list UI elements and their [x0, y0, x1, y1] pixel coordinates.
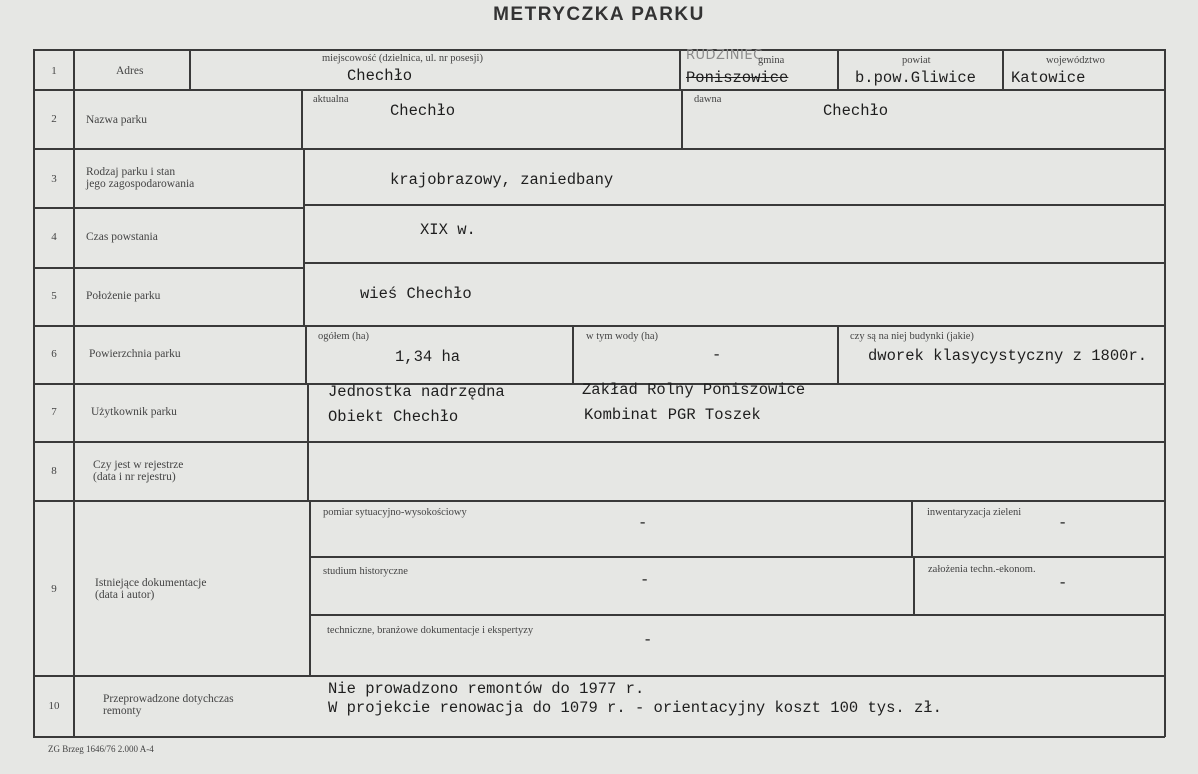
row-number-7: 7 — [51, 406, 57, 418]
polozenie-value: wieś Chechło — [360, 285, 472, 303]
dawna-label: dawna — [694, 94, 722, 105]
row-number-6: 6 — [51, 348, 57, 360]
pomiar-label: pomiar sytuacyjno-wysokościowy — [323, 507, 467, 518]
ogolem-value: 1,34 ha — [395, 348, 461, 366]
page-title: METRYCZKA PARKU — [493, 4, 705, 25]
row-label-polozenie: Położenie parku — [86, 290, 161, 302]
techniczne-value: - — [643, 631, 653, 649]
powiat-value: b.pow.Gliwice — [855, 69, 976, 87]
uzytkownik-line1-left: Jednostka nadrzędna — [328, 383, 505, 401]
miejscowosc-label: miejscowość (dzielnica, ul. nr posesji) — [322, 53, 483, 64]
wojewodztwo-label: województwo — [1046, 55, 1105, 66]
wojewodztwo-value: Katowice — [1011, 69, 1086, 87]
uzytkownik-line2-left: Obiekt Chechło — [328, 408, 459, 426]
gmina-handwritten: RUDZINIEC — [686, 48, 763, 63]
studium-label: studium historyczne — [323, 566, 408, 577]
dawna-value: Chechło — [823, 102, 889, 120]
techniczne-label: techniczne, branżowe dokumentacje i ekspertyzy — [327, 625, 534, 636]
remonty-line1: Nie prowadzono remontów do 1977 r. — [328, 680, 645, 698]
row-number-1: 1 — [51, 65, 57, 77]
row-number-4: 4 — [51, 231, 57, 243]
row-number-5: 5 — [51, 290, 57, 302]
budynki-label: czy są na niej budynki (jakie) — [850, 331, 974, 342]
rodzaj-value: krajobrazowy, zaniedbany — [390, 171, 614, 189]
row-number-8: 8 — [51, 465, 57, 477]
row-label-adres: Adres — [116, 65, 144, 77]
ogolem-label: ogółem (ha) — [318, 331, 370, 342]
wody-value: - — [712, 346, 722, 364]
inwentaryzacja-label: inwentaryzacja zieleni — [927, 507, 1022, 518]
row-label-nazwa: Nazwa parku — [86, 114, 147, 126]
miejscowosc-value: Chechło — [347, 67, 413, 85]
row-label-powierzchnia: Powierzchnia parku — [89, 348, 181, 360]
czas-value: XIX w. — [420, 221, 476, 239]
row-number-2: 2 — [51, 113, 57, 125]
uzytkownik-line1-right: Zakład Rolny Poniszowice — [582, 381, 806, 399]
budynki-value: dworek klasycystyczny z 1800r. — [868, 347, 1148, 365]
gmina-label: gmina — [758, 55, 785, 66]
remonty-line2: W projekcie renowacja do 1079 r. - orientacyjny koszt 100 tys. zł. — [328, 699, 942, 717]
row-number-9: 9 — [51, 583, 57, 595]
row-label-czas: Czas powstania — [86, 231, 158, 243]
row-label-rejestr: Czy jest w rejestrze (data i nr rejestru) — [93, 459, 184, 483]
zalozenia-label: założenia techn.-ekonom. — [928, 564, 1036, 575]
row-label-rodzaj: Rodzaj parku i stan jego zagospodarowania — [86, 166, 195, 190]
row-label-uzytkownik: Użytkownik parku — [91, 406, 177, 418]
row-label-dokumentacje: Istniejące dokumentacje (data i autor) — [95, 577, 207, 601]
powiat-label: powiat — [902, 55, 931, 66]
aktualna-label: aktualna — [313, 94, 349, 105]
wody-label: w tym wody (ha) — [586, 331, 659, 342]
zalozenia-value: - — [1058, 574, 1068, 592]
pomiar-value: - — [638, 514, 648, 532]
aktualna-value: Chechło — [390, 102, 456, 120]
row-number-3: 3 — [51, 173, 57, 185]
print-footer: ZG Brzeg 1646/76 2.000 A-4 — [48, 744, 154, 754]
row-number-10: 10 — [48, 700, 60, 712]
gmina-value: Poniszowice — [686, 69, 789, 87]
studium-value: - — [640, 571, 650, 589]
uzytkownik-line2-right: Kombinat PGR Toszek — [584, 406, 761, 424]
inwentaryzacja-value: - — [1058, 514, 1068, 532]
row-label-remonty: Przeprowadzone dotychczas remonty — [103, 693, 234, 717]
